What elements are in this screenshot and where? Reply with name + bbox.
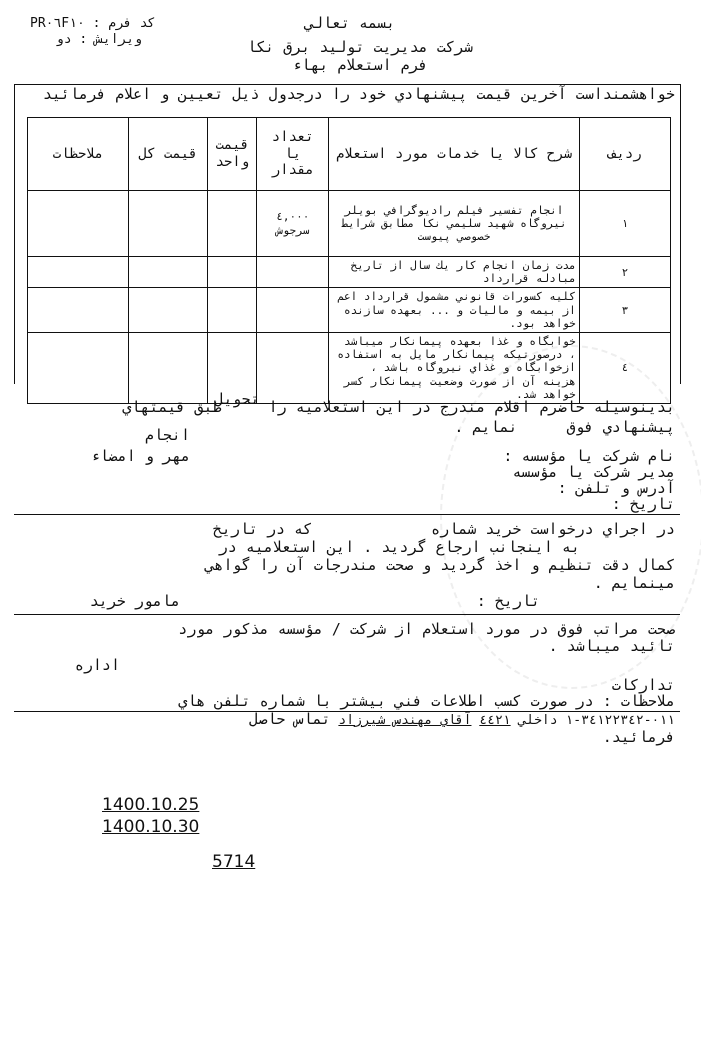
manager-label: مدير شركت يا مؤسسه (512, 463, 675, 481)
purchase-date-label: تاريخ : (476, 592, 540, 610)
col-header-unit-price: قيمت واحد (208, 118, 257, 191)
table-row (28, 257, 671, 288)
row-description: كليه كسورات قانوني مشمول قرارداد اعم از بيمه و ماليات و ... بعهده سازنده خواهد بود. (329, 288, 579, 333)
row-unit-price (208, 191, 257, 257)
table-row (28, 288, 671, 333)
purchase-line-1: در اجراي درخواست خريد شماره كه در تاريخ (212, 520, 675, 538)
col-header-notes: ملاحظات (28, 118, 129, 191)
confirm-line-1: صحت مراتب فوق در مورد استعلام از شركت / مؤسسه مذكور مورد (178, 620, 675, 638)
row-total-price (128, 257, 208, 288)
col-header-total-price: قيمت كل (128, 118, 208, 191)
items-table (27, 117, 671, 404)
purchase-line-4: مينمايم . (593, 574, 675, 592)
date-1: 1400.10.25 (102, 795, 200, 815)
revision: ويرايش : دو (55, 32, 142, 47)
row-notes (28, 191, 129, 257)
reference-number: 5714 (212, 852, 256, 872)
purchase-officer-label: مامور خريد (89, 592, 180, 610)
bismillah: بسمه تعالي (304, 14, 396, 32)
col-header-quantity: تعداد يا مقدار (257, 118, 329, 191)
row-number: ٣ (579, 288, 670, 333)
row-quantity (257, 332, 329, 403)
row-description: خوابگاه و غذا بعهده پيمانكار ميباشد ، درصورتيكه پيمانكار مايل به استفاده ازخوابگاه و غذاي نيروگاه باشد ، هزينه آن از صورت وضعيت پيمانكار كسر خواهد شد. (329, 332, 579, 403)
phone-number: ٠١١-٣٤١٢٢٣٤٢-١ (565, 713, 675, 728)
offer-line-1: بدينوسيله حاضرم اقلام مندرج در اين استعلاميه را تحويل طبق قيمتهاي (122, 390, 675, 416)
form-code: كد فرم : PR٠٦F١٠ (30, 16, 156, 31)
form-title: فرم استعلام بهاء (292, 56, 428, 74)
row-notes (28, 332, 129, 403)
handwritten-tahvil: تحويل (214, 390, 260, 408)
handwritten-enjam: انجام (144, 426, 190, 444)
purchase-line-2: به اينجانب ارجاع گرديد . اين استعلاميه در (218, 538, 580, 556)
notes-line-3: فرمائيد. (602, 728, 675, 746)
table-row (28, 191, 671, 257)
date-label: تاريخ : (611, 495, 675, 513)
engineer-name: آقاي مهندس شيرزاد (338, 713, 472, 728)
notes-line-1: ملاحظات : در صورت كسب اطلاعات فني بيشتر با شماره تلفن هاي (178, 692, 675, 710)
row-quantity (257, 288, 329, 333)
col-header-description: شرح كالا يا خدمات مورد استعلام (329, 118, 579, 191)
table-row (28, 332, 671, 403)
offer-line-2: پيشنهادي فوق نمايم . (454, 418, 675, 436)
date-2: 1400.10.30 (102, 817, 200, 837)
intro-text: خواهشمنداست آخرين قيمت پيشنهادي خود را درجدول ذيل تعيين و اعلام فرمائيد (42, 85, 675, 103)
row-number: ٢ (579, 257, 670, 288)
company-name-label: نام شركت يا مؤسسه : (503, 447, 675, 465)
row-description: انجام تفسير فيلم راديوگرافي بويلر نيروگاه شهيد سليمي نكا مطابق شرايط خصوصي پيوست (329, 191, 579, 257)
row-unit-price (208, 257, 257, 288)
confirm-line-2: تائيد ميباشد . (548, 637, 675, 655)
row-notes (28, 288, 129, 333)
row-total-price (128, 332, 208, 403)
row-description: مدت زمان انجام كار يك سال از تاريخ مبادله قرارداد (329, 257, 579, 288)
row-unit-price (208, 288, 257, 333)
table-header-row (28, 118, 671, 191)
department-label: اداره (74, 656, 120, 674)
procurement-label: تداركات (611, 676, 675, 694)
row-total-price (128, 191, 208, 257)
row-number: ٤ (579, 332, 670, 403)
purchase-line-3: كمال دقت تنظيم و اخذ گرديد و صحت مندرجات آن را گواهي (205, 556, 675, 574)
company-name: شركت مديريت توليد برق نكا (247, 38, 473, 56)
address-label: آدرس و تلفن : (557, 479, 675, 497)
row-number: ١ (579, 191, 670, 257)
seal-sign-label: مهر و امضاء (90, 447, 190, 465)
row-notes (28, 257, 129, 288)
col-header-row-number: رديف (579, 118, 670, 191)
row-total-price (128, 288, 208, 333)
notes-line-2: ٠١١-٣٤١٢٢٣٤٢-١ داخلي ٤٤٢١ آقاي مهندس شيرزاد تماس حاصل (249, 710, 675, 728)
row-quantity: ٤,٠٠٠ سرجوش (257, 191, 329, 257)
row-quantity (257, 257, 329, 288)
extension-number: ٤٤٢١ (479, 713, 511, 728)
